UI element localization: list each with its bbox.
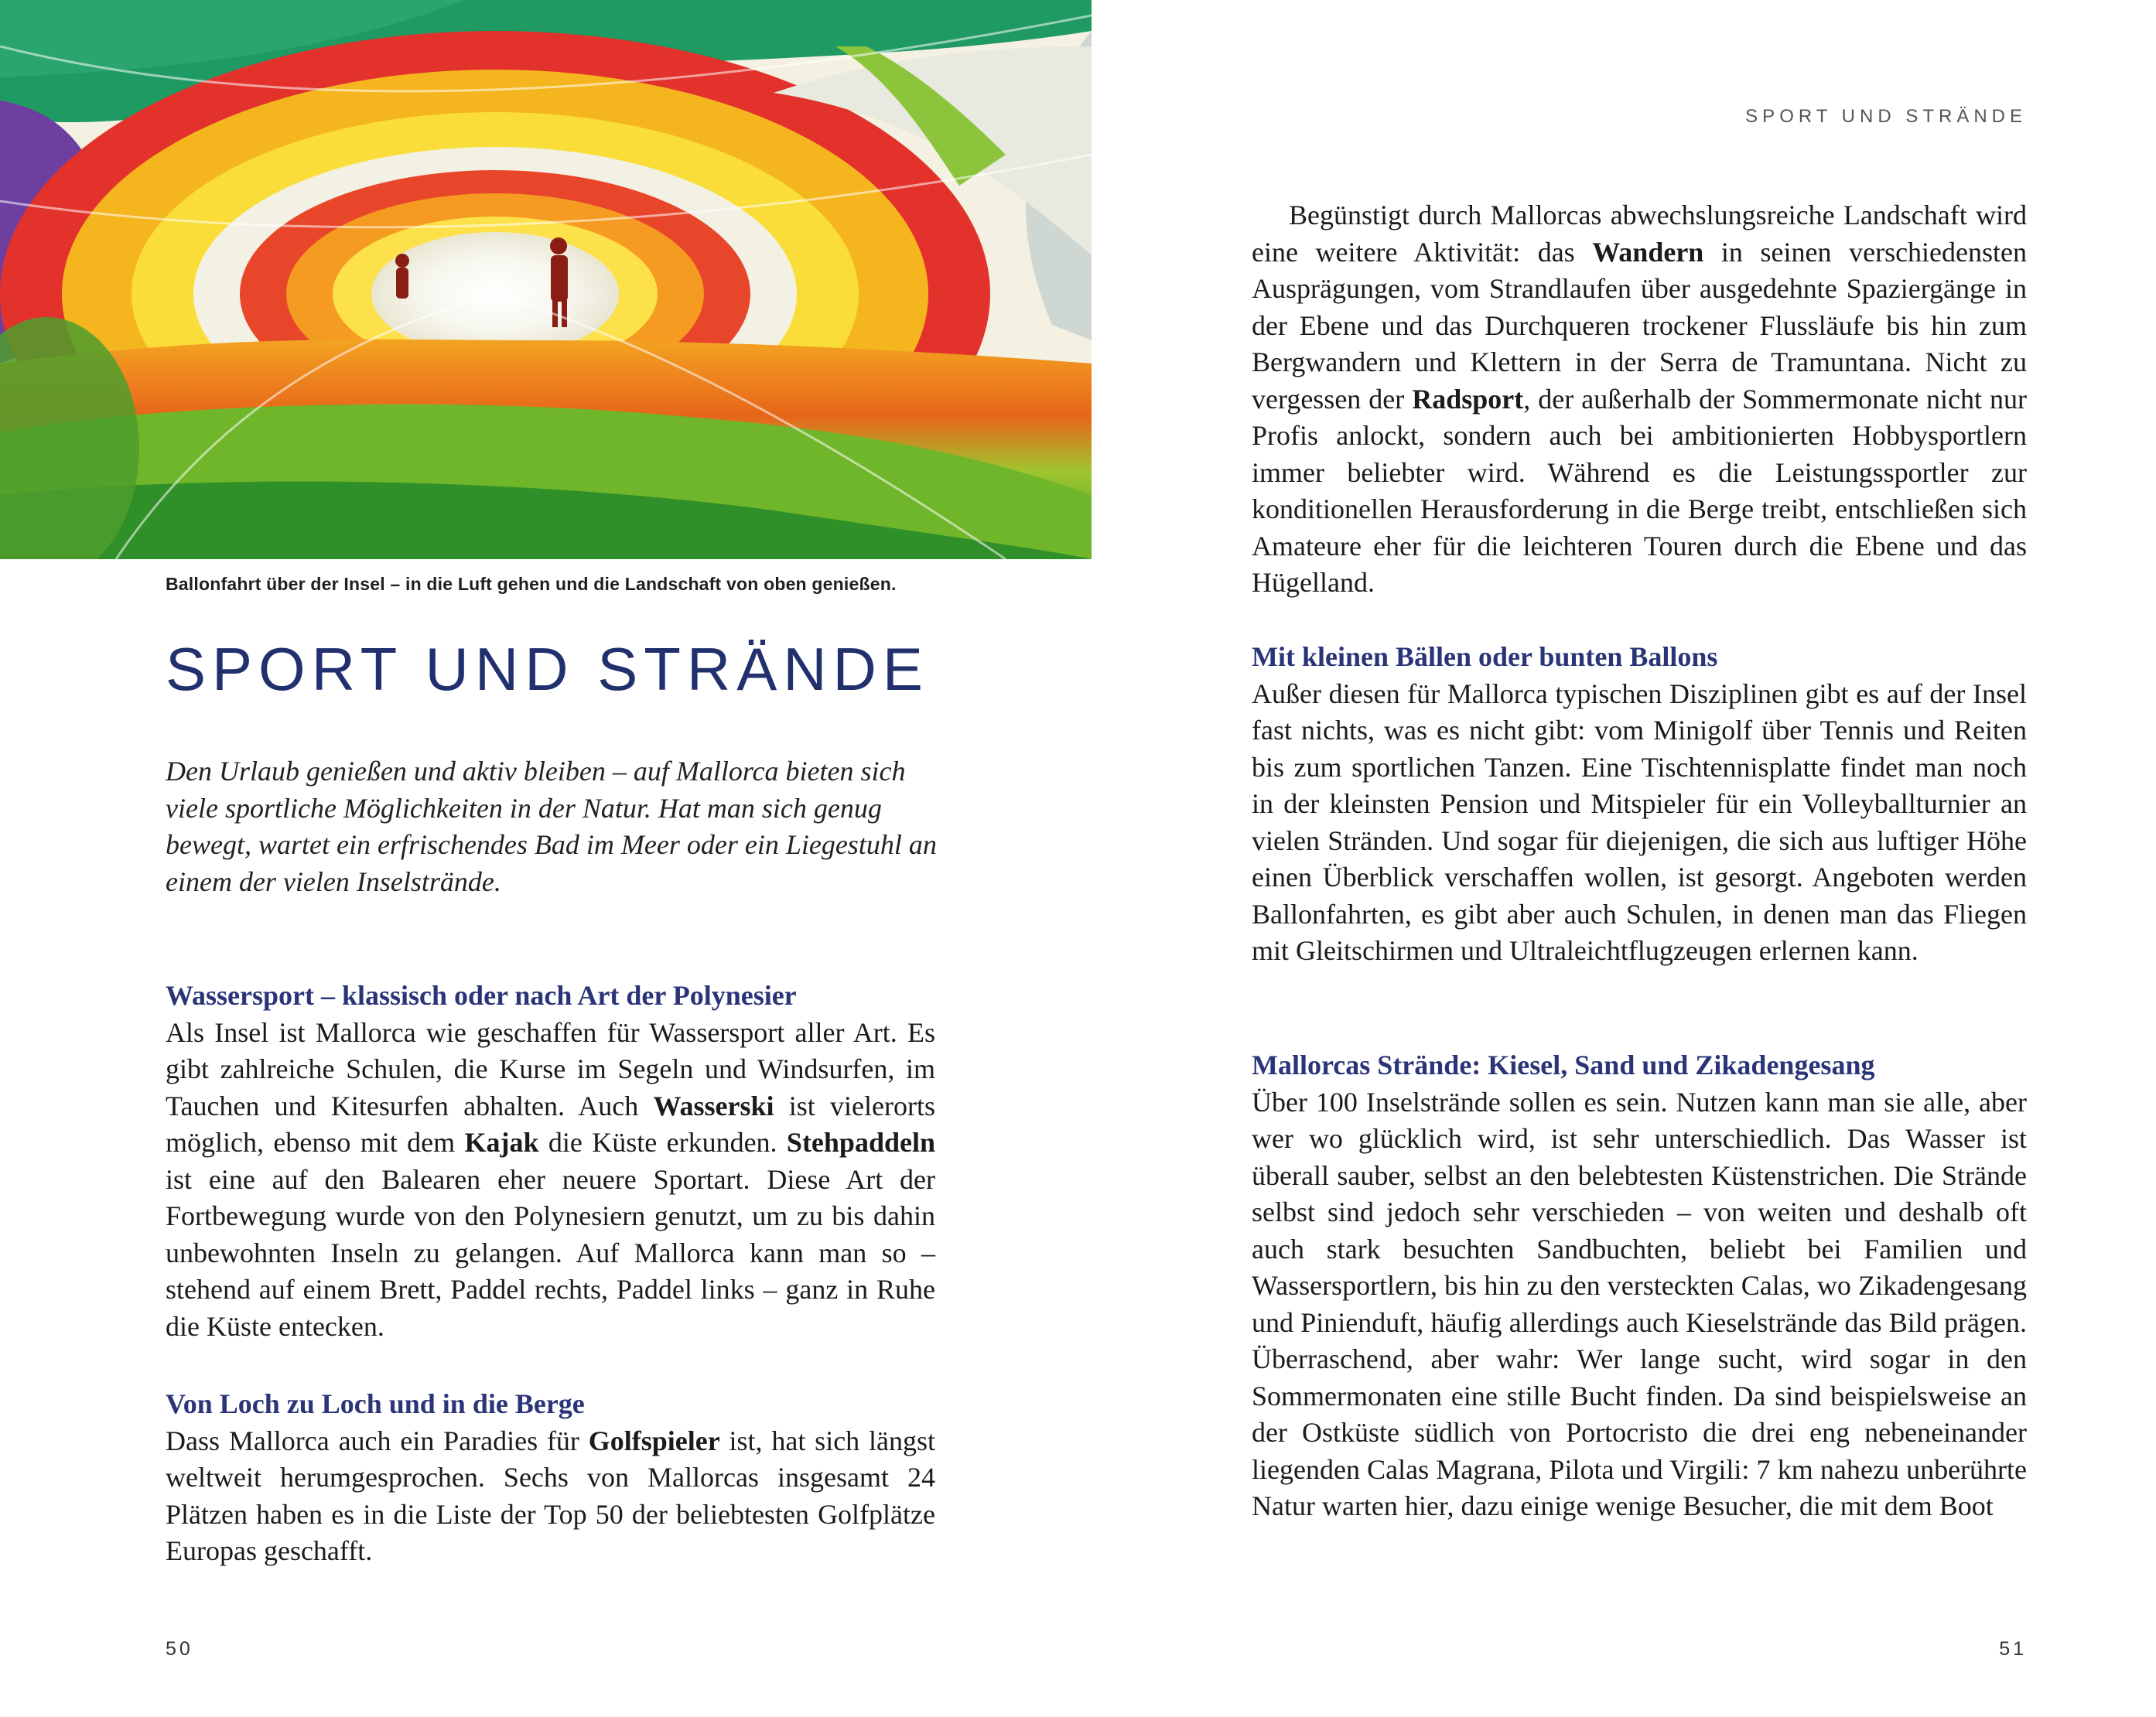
page-number: 50 bbox=[166, 1638, 193, 1660]
paragraph-wandern bbox=[1252, 197, 2027, 602]
bold-term: Kajak bbox=[464, 1127, 539, 1158]
right-page bbox=[1078, 0, 2156, 1717]
photo-caption: Ballonfahrt über der Insel – in die Luft gehen und die Landschaft von oben genießen. bbox=[166, 574, 897, 594]
section-straende bbox=[1252, 1047, 2027, 1525]
section-ballons bbox=[1252, 639, 2027, 970]
bold-term: Stehpaddeln bbox=[786, 1127, 935, 1158]
bold-term: Golfspieler bbox=[588, 1425, 720, 1456]
section-heading: Mallorcas Strände: Kiesel, Sand und Zikadengesang bbox=[1252, 1050, 1875, 1080]
bold-term: Wasserski bbox=[653, 1090, 774, 1121]
balloon-illustration bbox=[0, 0, 1092, 559]
section-text: Über 100 Inselstrände sollen es sein. Nutzen kann man sie alle, aber wer wo glücklich wird, ist sehr unterschiedlich. Das Wasser ist überall sauber, selbst an den belebtesten Küstenstrichen. Die Strände selbst sind jedoch sehr verschieden – von weiten und deshalb oft auch stark besuchten Sandbuchten, beliebt bei Familien und Wassersportlern, bis hin zu den versteckten Calas, wo Zikadengesang und Pinienduft, häufig allerdings auch Kieselstrände das Bild prägen. Überraschend, aber wahr: Wer lange sucht, wird sogar in den Sommermonaten eine stille Bucht finden. Da sind beispielsweise an der Ostküste südlich von Portocristo die drei eng nebeneinander liegenden Calas Magrana, Pilota und Virgili: 7 km nahezu unberührte Natur warten hier, dazu einige wenige Besucher, die mit dem Boot bbox=[1252, 1086, 2027, 1521]
section-heading: Von Loch zu Loch und in die Berge bbox=[166, 1388, 585, 1419]
running-head: SPORT UND STRÄNDE bbox=[1745, 106, 2027, 127]
bold-term: Wandern bbox=[1592, 236, 1704, 268]
chapter-title: SPORT UND STRÄNDE bbox=[166, 635, 929, 703]
page-number: 51 bbox=[1999, 1638, 2027, 1660]
section-text: Begünstigt durch Mallorcas abwechslungsreiche Landschaft wird eine weitere Aktivität: das Wandern in seinen verschiedensten Ausprägungen, vom Strandlaufen über ausgedehnte Spaziergänge in der Ebene und das Durchqueren trockener Flussläufe bis hin zum Bergwandern und Klettern in der Serra de Tramuntana. Nicht zu vergessen der Radsport, der außerhalb der Sommermonate nicht nur Profis anlockt, sondern auch bei ambitionierten Hobbysportlern immer beliebter wird. Während es die Leistungssportler zur konditionellen Herausforderung in die Berge treibt, entschließen sich Amateure eher für die leichteren Touren durch die Ebene und das Hügelland. bbox=[1252, 200, 2028, 598]
section-wassersport bbox=[166, 978, 935, 1345]
section-golf bbox=[166, 1386, 935, 1570]
section-text: Dass Mallorca auch ein Paradies für Golfspieler ist, hat sich längst weltweit herumgesprochen. Sechs von Mallorcas insgesamt 24 Plätzen haben es in die Liste der Top 50 der beliebtesten Golfplätze Europas geschafft. bbox=[166, 1425, 935, 1566]
section-heading: Mit kleinen Bällen oder bunten Ballons bbox=[1252, 641, 1718, 672]
section-heading: Wassersport – klassisch oder nach Art der Polynesier bbox=[166, 980, 797, 1011]
section-text: Außer diesen für Mallorca typischen Disziplinen gibt es auf der Insel fast nichts, was es nicht gibt: vom Minigolf über Tennis und Reiten bis zum sportlichen Tanzen. Eine Tischtennisplatte findet man noch in der kleinsten Pension und Mitspieler für ein Volleyballturnier an vielen Stränden. Und sogar für diejenigen, die sich aus luftiger Höhe einen Überblick verschaffen wollen, ist gesorgt. Angeboten werden Ballonfahrten, es gibt aber auch Schulen, in denen man das Fliegen mit Gleitschirmen und Ultraleichtflugzeugen erlernen kann. bbox=[1252, 678, 2027, 966]
intro-paragraph: Den Urlaub genießen und aktiv bleiben – auf Mallorca bieten sich viele sportliche Möglichkeiten in der Natur. Hat man sich genug bewegt, wartet ein erfrischendes Bad im Meer oder ein Liegestuhl an einem der vielen Inselstrände. bbox=[166, 756, 937, 897]
balloon-photo bbox=[0, 0, 1092, 559]
section-text: Als Insel ist Mallorca wie geschaffen für Wassersport aller Art. Es gibt zahlreiche Schulen, die Kurse im Segeln und Windsurfen, im Tauchen und Kitesurfen abhalten. Auch Wasserski ist vielerorts möglich, ebenso mit dem Kajak die Küste erkunden. Stehpaddeln ist eine auf den Balearen eher neuere Sportart. Diese Art der Fortbewegung wurde von den Polynesiern genutzt, um zu bis dahin unbewohnten Inseln zu gelangen. Auf Mallorca kann man so – stehend auf einem Brett, Paddel rechts, Paddel links – ganz in Ruhe die Küste entecken. bbox=[166, 1016, 935, 1342]
bold-term: Radsport bbox=[1412, 383, 1524, 415]
